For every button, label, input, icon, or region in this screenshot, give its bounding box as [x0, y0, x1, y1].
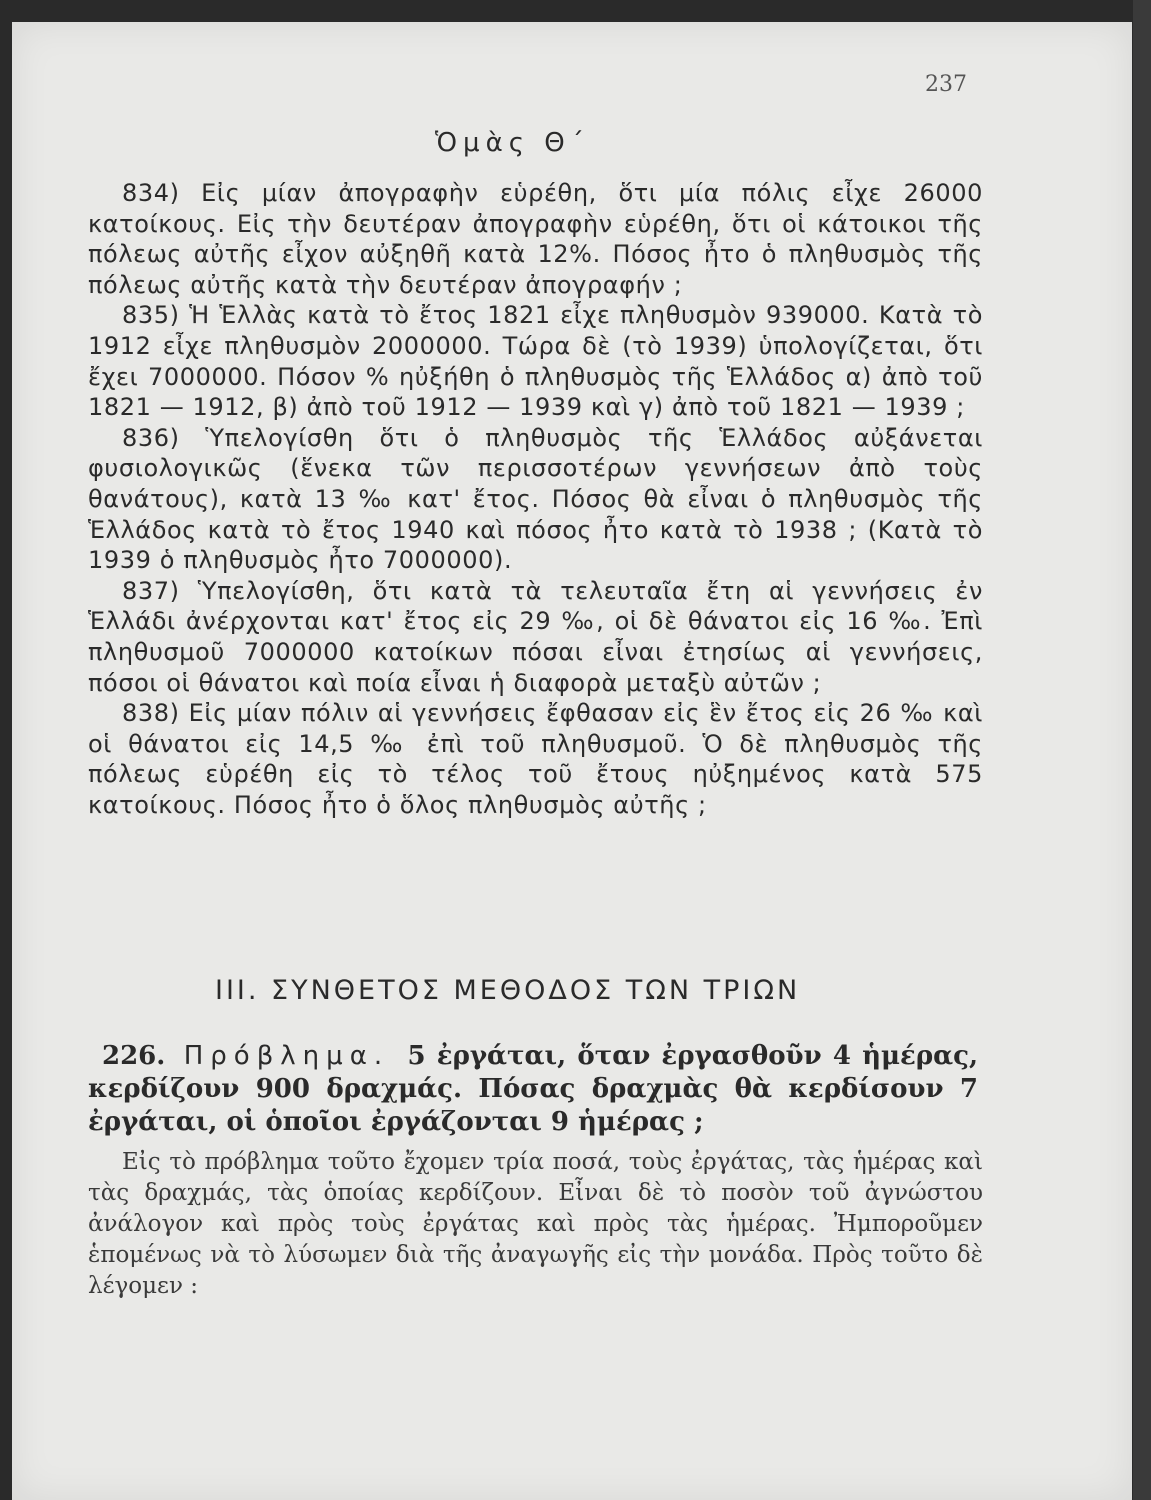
exercise-838: 838) Εἰς μίαν πόλιν αἱ γεννήσεις ἔφθασαν εἰς ἓν ἔτος εἰς 26 ‰ καὶ οἱ θάνατοι εἰς 14,5 ‰ ἐπὶ τοῦ πληθυσμοῦ. Ὁ δὲ πληθυσμὸς τῆς πόλεως εὑρέθη εἰς τὸ τέλος τοῦ ἔτους ηὐξημένος κατὰ 575 κατοίκους. Πόσος ἦτο ὁ ὅλος πληθυσμὸς αὐτῆς ;	[88, 699, 983, 819]
exercise-835: 835) Ἡ Ἑλλὰς κατὰ τὸ ἔτος 1821 εἶχε πληθυσμὸν 939000. Κατὰ τὸ 1912 εἶχε πληθυσμὸν 2000000. Τώρα δὲ (τὸ 1939) ὑπολογίζεται, ὅτι ἔχει 7000000. Πόσον % ηὐξήθη ὁ πληθυσμὸς τῆς Ἑλλάδος α) ἀπὸ τοῦ 1821 — 1912, β) ἀπὸ τοῦ 1912 — 1939 καὶ γ) ἀπὸ τοῦ 1821 — 1939 ;	[88, 301, 983, 422]
section-heading: ΙΙΙ. ΣΥΝΘΕΤΟΣ ΜΕΘΟΔΟΣ ΤΩΝ ΤΡΙΩΝ	[215, 975, 801, 1006]
exercise-837: 837) Ὑπελογίσθη, ὅτι κατὰ τὰ τελευταῖα ἔτη αἱ γεννήσεις ἐν Ἑλλάδι ἀνέρχονται κατ' ἔτος εἰς 29 ‰, οἱ δὲ θάνατοι εἰς 16 ‰. Ἐπὶ πληθυσμοῦ 7000000 κατοίκων πόσαι εἶναι ἐτησίως αἱ γεννήσεις, πόσοι οἱ θάνατοι καὶ ποία εἶναι ἡ διαφορὰ μεταξὺ αὐτῶν ;	[88, 576, 983, 697]
explanation-text: Εἰς τὸ πρόβλημα τοῦτο ἔχομεν τρία ποσά, τοὺς ἐργάτας, τὰς ἡμέρας καὶ τὰς δραχμάς, τὰς ὁποίας κερδίζουν. Εἶναι δὲ τὸ ποσὸν τοῦ ἀγνώστου ἀνάλογον καὶ πρὸς τοὺς ἐργάτας καὶ πρὸς τὰς ἡμέρας. Ἠμποροῦμεν ἑπομένως νὰ τὸ λύσωμεν διὰ τῆς ἀναγωγῆς εἰς τὴν μονάδα. Πρὸς τοῦτο δὲ λέγομεν :	[88, 1149, 983, 1299]
problem-text: 5 ἐργάται, ὅταν ἐργασθοῦν 4 ἡμέρας, κερδίζουν 900 δραχμάς. Πόσας δραχμὰς θὰ κερδίσουν 7 ἐργάται, οἱ ὁποῖοι ἐργάζονται 9 ἡμέρας ;	[88, 1041, 979, 1137]
problem-explanation	[88, 1147, 983, 1302]
problem-label: Πρόβλημα.	[183, 1041, 390, 1071]
page-number: 237	[925, 72, 967, 97]
exercise-836: 836) Ὑπελογίσθη ὅτι ὁ πληθυσμὸς τῆς Ἑλλάδος αὐξάνεται φυσιολογικῶς (ἕνεκα τῶν περισσοτέρων γεννήσεων ἀπὸ τοὺς θανάτους), κατὰ 13 ‰ κατ' ἔτος. Πόσος θὰ εἶναι ὁ πληθυσμὸς τῆς Ἑλλάδος κατὰ τὸ ἔτος 1940 καὶ πόσος ἦτο κατὰ τὸ 1938 ; (Κατὰ τὸ 1939 ὁ πληθυσμὸς ἦτο 7000000).	[88, 423, 983, 575]
problem-number: 226.	[102, 1041, 166, 1071]
exercise-list	[88, 178, 983, 820]
group-title: Ὁμὰς Θ΄	[435, 128, 590, 158]
page-edge	[1133, 0, 1151, 1500]
exercise-834: 834) Εἰς μίαν ἀπογραφὴν εὑρέθη, ὅτι μία πόλις εἶχε 26000 κατοίκους. Εἰς τὴν δευτέραν ἀπογραφὴν εὑρέθη, ὅτι οἱ κάτοικοι τῆς πόλεως αὐτῆς εἶχον αὐξηθῆ κατὰ 12%. Πόσος ἦτο ὁ πληθυσμὸς τῆς πόλεως αὐτῆς κατὰ τὴν δευτέραν ἀπογραφήν ;	[88, 179, 983, 299]
problem-226	[88, 1040, 978, 1139]
